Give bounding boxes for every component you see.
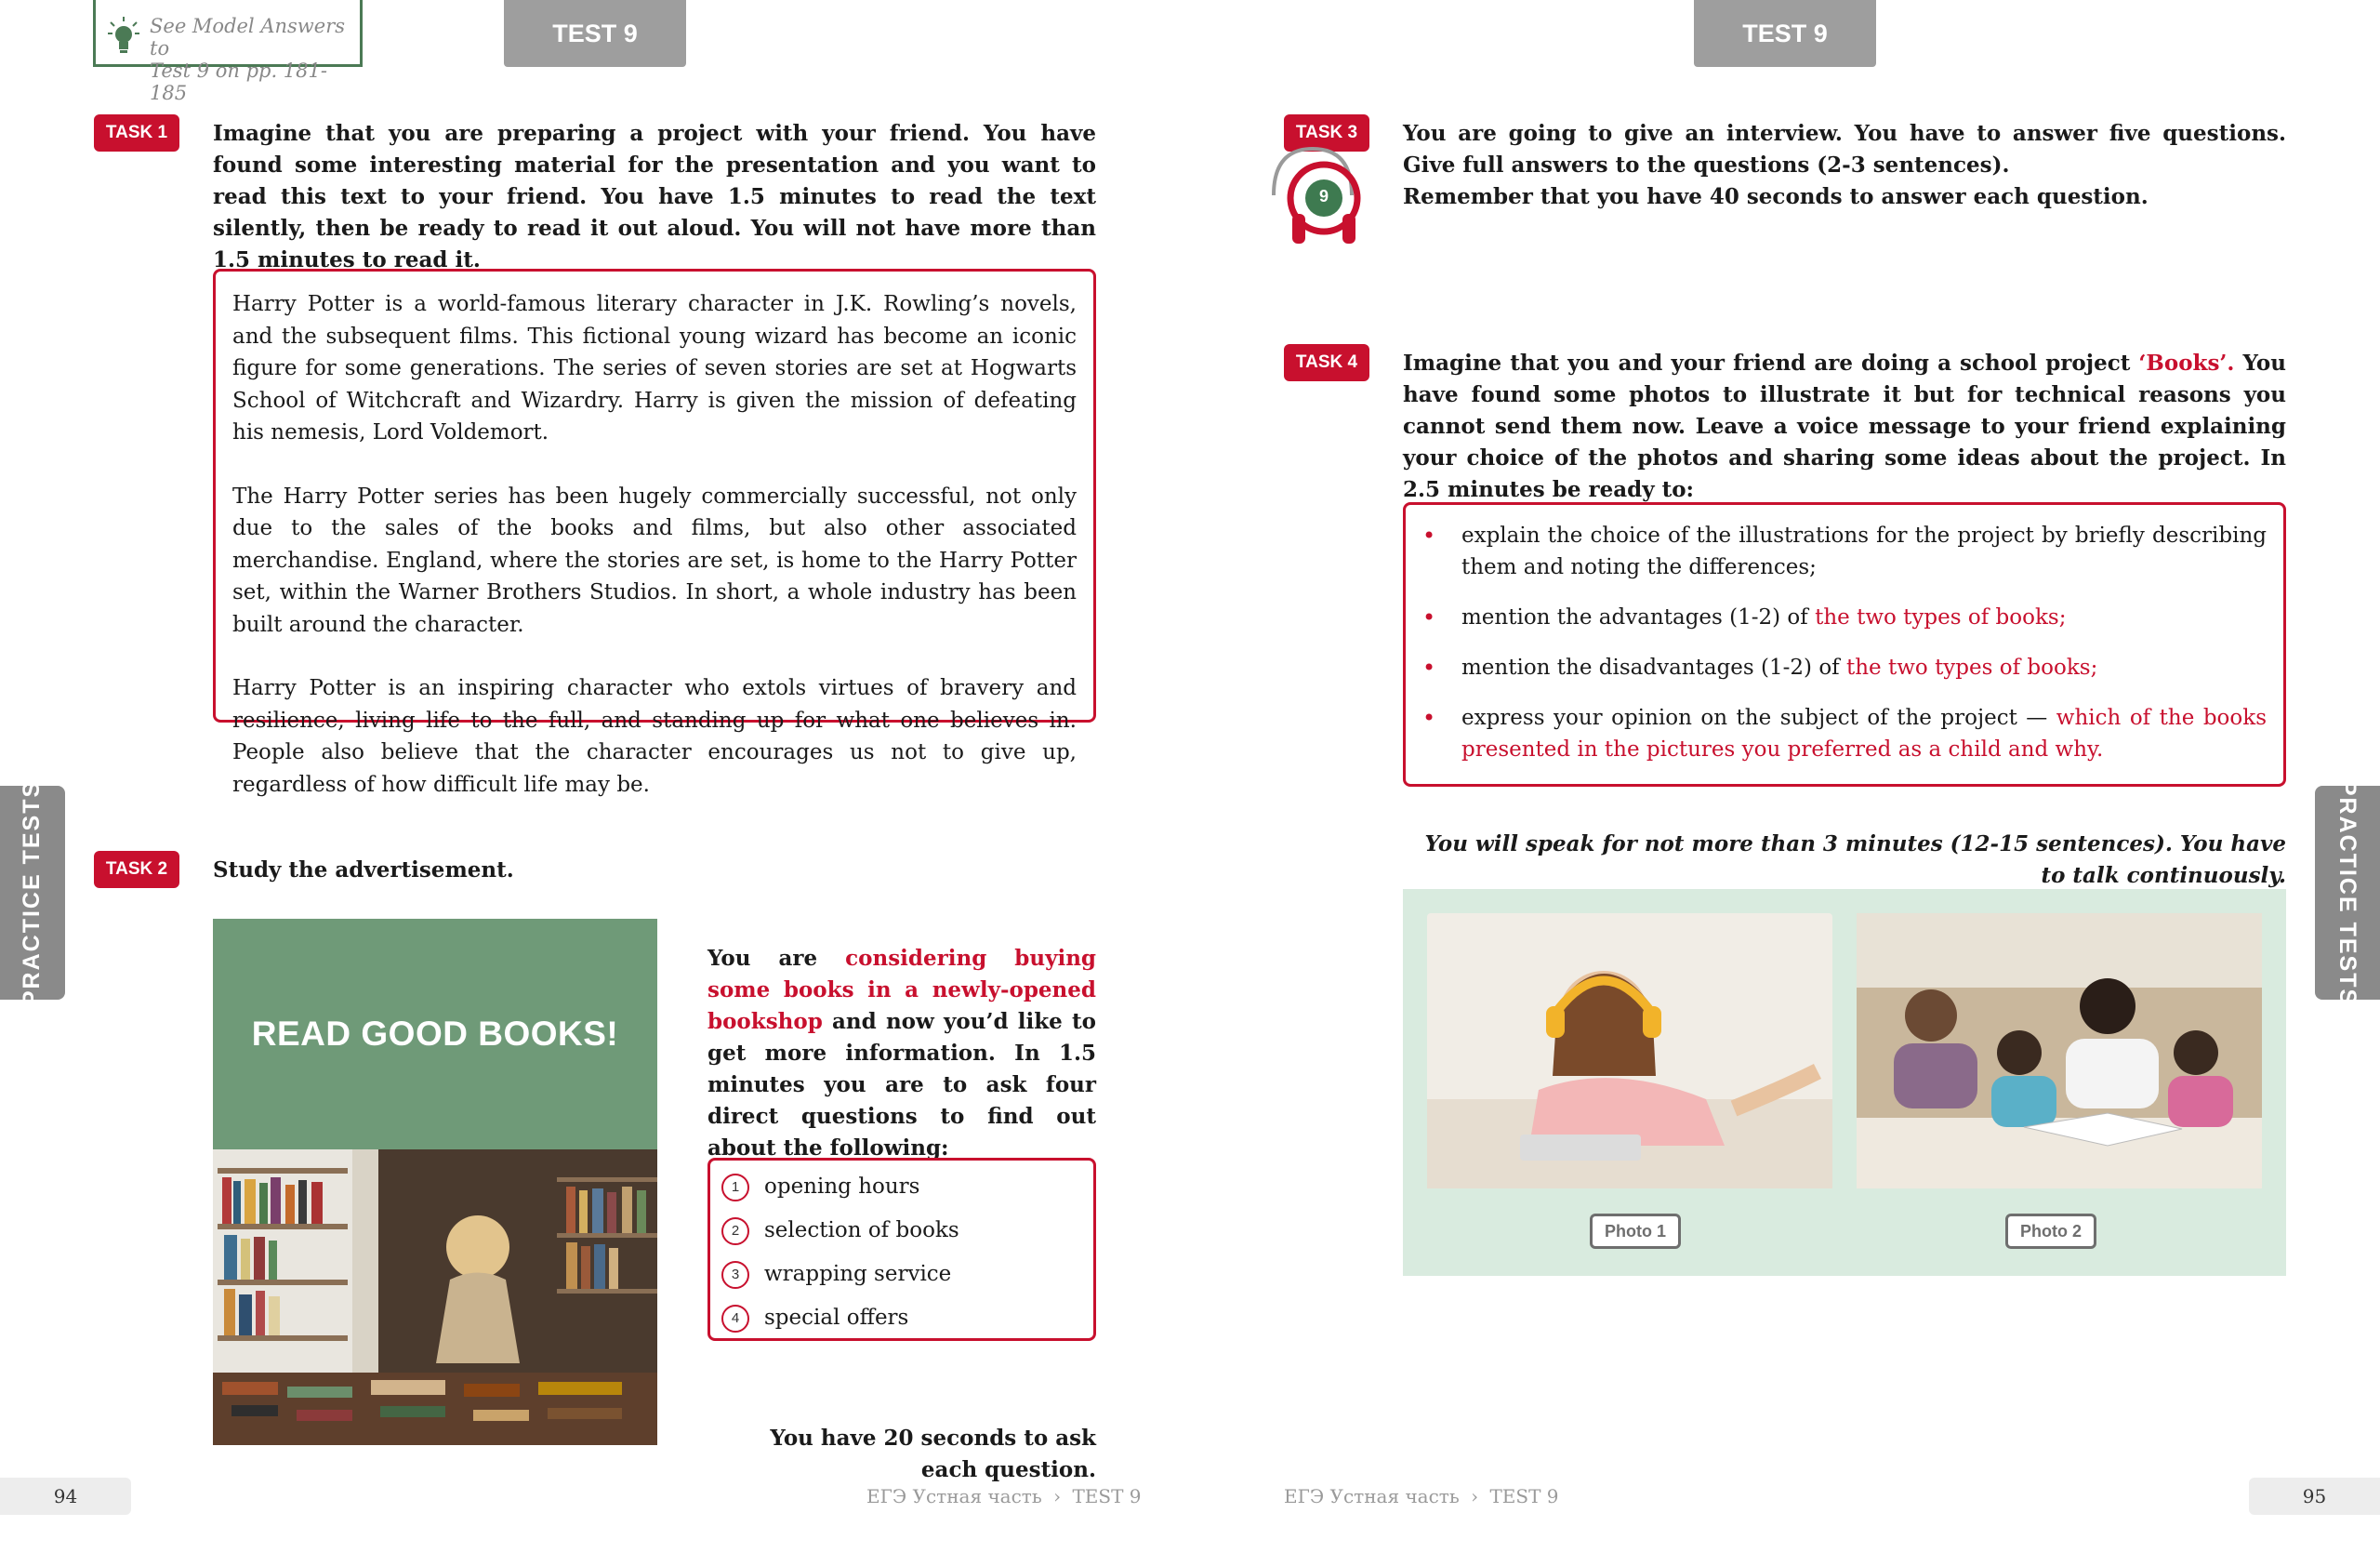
task4-closing: You will speak for not more than 3 minutes (12-15 sentences). You have to talk continuously. — [1424, 831, 2286, 888]
task1-badge: TASK 1 — [94, 114, 179, 152]
footer-breadcrumb-left: ЕГЭ Устная часть › TEST 9 — [866, 1485, 1142, 1507]
model-answers-note — [93, 0, 363, 104]
photo-2-family-reading — [1857, 913, 2262, 1188]
task1-instruction: Imagine that you are preparing a project with your friend. You have found some interesting material for the presentation and you want to read this text to your friend. You have 1.5 minutes to read the text silently, then be ready to read it out aloud. You will not have more than 1.5 minutes to read it. — [213, 121, 1096, 272]
task2-closing: You have 20 seconds to ask each question. — [770, 1426, 1096, 1482]
practice-tests-tab-left[interactable]: PRACTICE TESTS — [0, 786, 65, 1000]
task2-badge: TASK 2 — [94, 851, 179, 888]
model-answers-line1: See Model Answers to — [150, 15, 346, 60]
photo-1-label: Photo 1 — [1590, 1214, 1681, 1249]
audio-track-number: 9 — [1318, 187, 1329, 206]
page-number-right: 95 — [2249, 1478, 2380, 1515]
test-tab-left: TEST 9 — [504, 0, 686, 67]
task4-bullet: • mention the advantages (1-2) of the two types of books; — [1406, 602, 2267, 633]
photo-2-label: Photo 2 — [2005, 1214, 2096, 1249]
task2-description: You are considering buying some books in a newly-opened bookshop and now you’d like to get more information. In 1.5 minutes you are to ask four direct questions to find out about the following: — [707, 946, 1096, 1161]
model-answers-line2: Test 9 on pp. 181-185 — [150, 60, 327, 104]
task1-reading-text — [213, 269, 1096, 797]
task4-bullet: • explain the choice of the illustrations for the project by briefly describing them and noting the differences; — [1406, 520, 2267, 583]
task4-bullet-box — [1403, 502, 2286, 787]
footer-breadcrumb-right: ЕГЭ Устная часть › TEST 9 — [1284, 1485, 1559, 1507]
task2-question-list — [707, 1158, 1096, 1341]
ad-title: READ GOOD BOOKS! — [251, 1015, 619, 1053]
reading-paragraph-2: The Harry Potter series has been hugely commercially successful, not only due to the sales of the books and films, but also other associated merchandise. England, where the stories are set, is home to the Harry Potter set, within the Warner Brothers Studios. In short, a whole industry has been built around the character. — [232, 484, 1077, 637]
photo-1-girl-with-tablet — [1427, 913, 1832, 1188]
task4-topic: ‘Books’. — [2138, 351, 2235, 376]
reading-paragraph-3: Harry Potter is an inspiring character who extols virtues of bravery and resilience, living life to the full, and standing up for what one believes in. People also believe that the character encourages us not to give up, regardless of how difficult life may be. — [232, 676, 1077, 797]
lightbulb-icon — [107, 15, 140, 58]
question-item: 2 selection of books — [710, 1209, 1093, 1253]
bookshop-photo — [213, 1149, 657, 1445]
question-item: 1 opening hours — [710, 1165, 1093, 1209]
task4-bullet: • express your opinion on the subject of the project — which of the books presented in the pictures you preferred as a child and why. — [1406, 702, 2267, 765]
task4-bullet: • mention the disadvantages (1-2) of the two types of books; — [1406, 652, 2267, 683]
task4-instruction: Imagine that you and your friend are doing a school project ‘Books’. You have found some photos to illustrate it but for technical reasons you cannot send them now. Leave a voice message to your friend explaining your choice of the photos and sharing some ideas about the project. In 2.5 minutes be ready to: — [1403, 351, 2286, 502]
advertisement — [213, 919, 657, 1445]
practice-tests-tab-right[interactable]: PRACTICE TESTS — [2315, 786, 2380, 1000]
reading-paragraph-1: Harry Potter is a world-famous literary character in J.K. Rowling’s novels, and the subsequent films. This fictional young wizard has become an iconic figure for some generations. The series of seven stories are set at Hogwarts School of Witchcraft and Wizardry. Harry is given the mission of defeating his nemesis, Lord Voldemort. — [232, 292, 1077, 445]
test-tab-right: TEST 9 — [1694, 0, 1876, 67]
photo-panel — [1403, 889, 2286, 1276]
question-item: 4 special offers — [710, 1296, 1093, 1340]
question-item: 3 wrapping service — [710, 1253, 1093, 1296]
page-number-left: 94 — [0, 1478, 131, 1515]
task2-highlight: considering buying some books in a newly-opened bookshop — [707, 946, 1096, 1034]
task2-instruction: Study the advertisement. — [213, 857, 514, 883]
task3-badge: TASK 3 — [1284, 114, 1369, 152]
task4-badge: TASK 4 — [1284, 344, 1369, 381]
breadcrumb-chevron-icon: › — [1471, 1485, 1479, 1507]
breadcrumb-chevron-icon: › — [1053, 1485, 1062, 1507]
task3-instruction: You are going to give an interview. You have to answer five questions. Give full answers to the questions (2-3 sentences). Remember that you have 40 seconds to answer each question. — [1403, 121, 2286, 209]
